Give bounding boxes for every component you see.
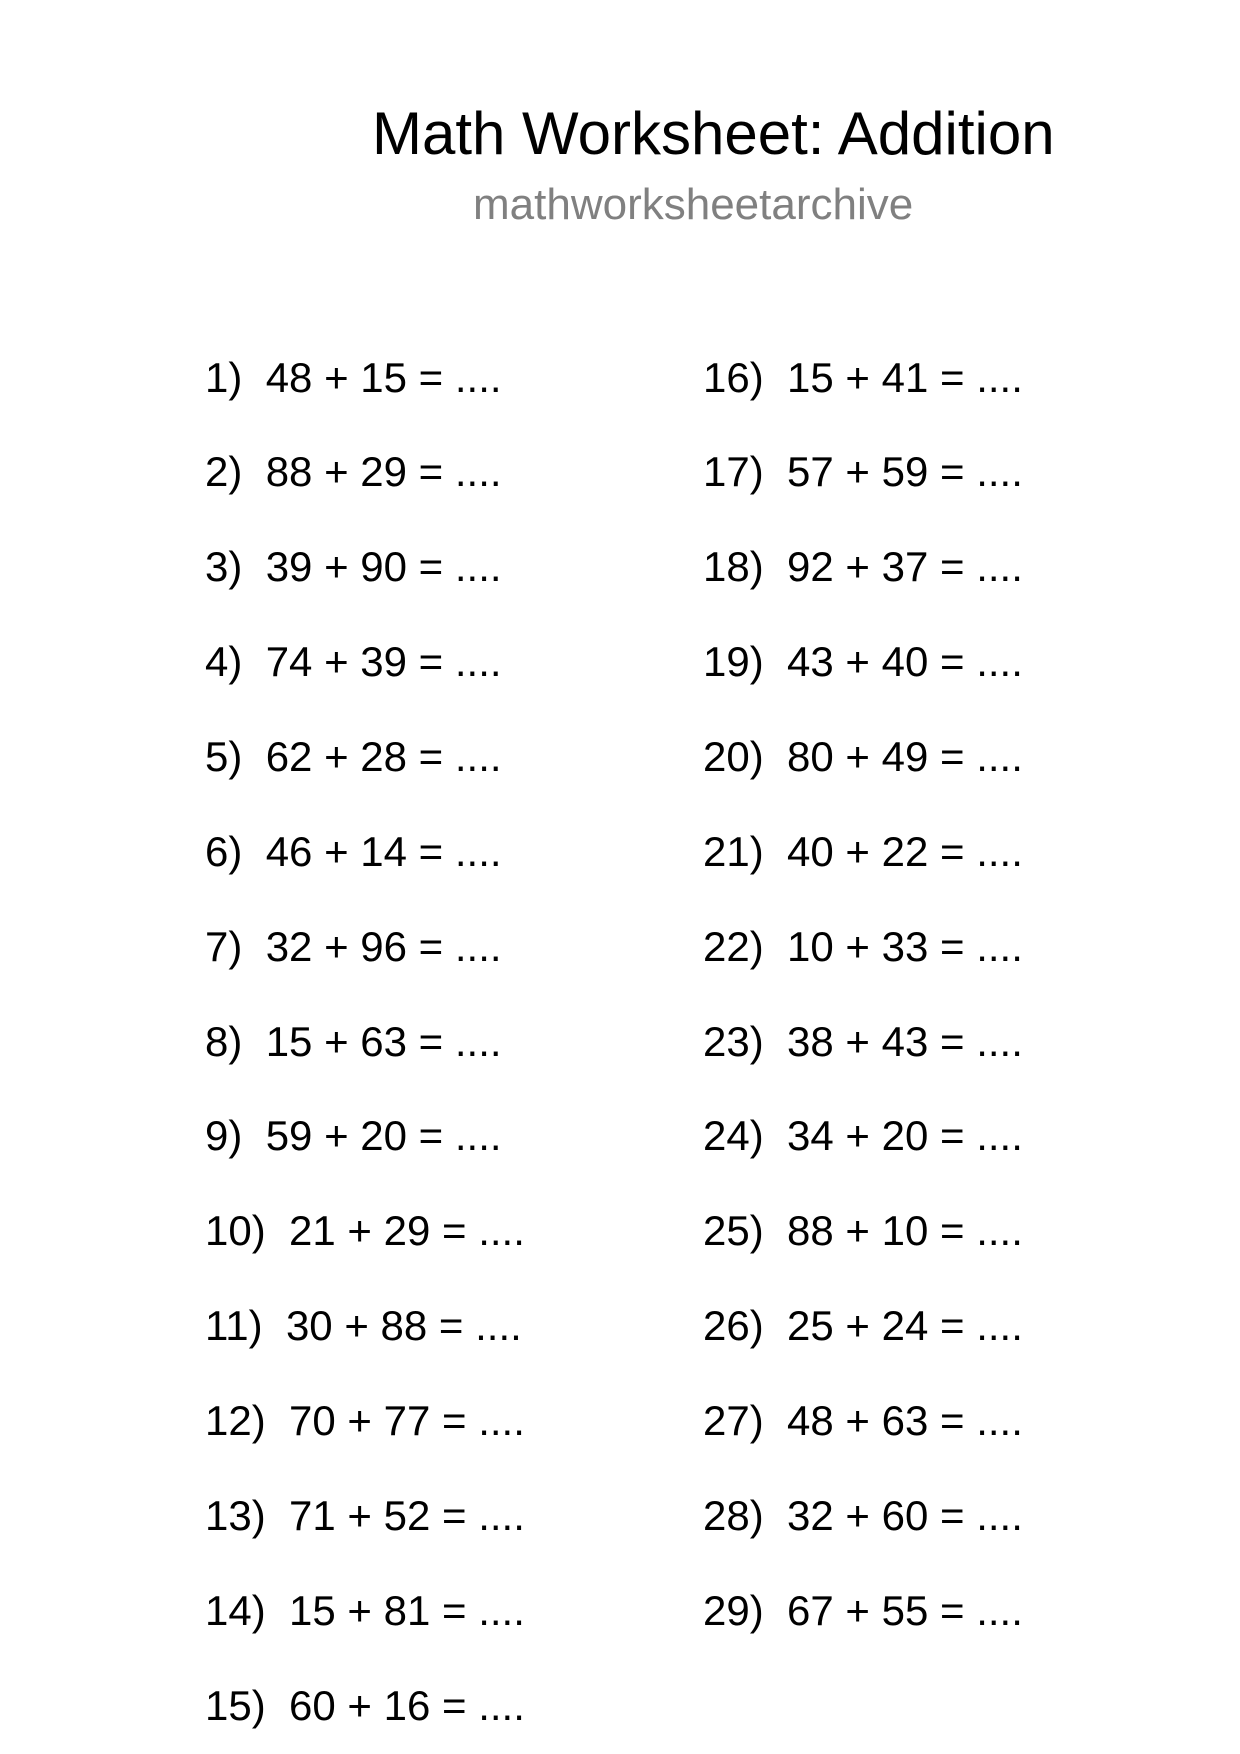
problem-number: 7) bbox=[205, 922, 243, 970]
problem-spacer bbox=[764, 354, 787, 401]
problem-item bbox=[205, 827, 502, 875]
problem-item bbox=[205, 638, 502, 686]
problem-spacer bbox=[266, 1207, 289, 1254]
problem-item bbox=[205, 1207, 525, 1255]
problem-item bbox=[205, 1017, 502, 1065]
problem-spacer bbox=[266, 1587, 289, 1634]
problem-number: 3) bbox=[205, 543, 243, 591]
problem-item bbox=[205, 543, 502, 591]
problem-expression: 57 + 59 = .... bbox=[787, 448, 1023, 496]
problem-item bbox=[703, 1396, 1023, 1444]
problem-expression: 48 + 15 = .... bbox=[265, 353, 502, 401]
problem-spacer bbox=[764, 638, 787, 685]
problem-number: 20) bbox=[703, 732, 764, 780]
problem-expression: 38 + 43 = .... bbox=[787, 1017, 1023, 1065]
problem-expression: 67 + 55 = .... bbox=[787, 1586, 1023, 1634]
problem-spacer bbox=[242, 828, 265, 875]
problem-expression: 43 + 40 = .... bbox=[787, 638, 1023, 686]
problem-spacer bbox=[764, 828, 787, 875]
problem-item bbox=[703, 827, 1023, 875]
problem-expression: 70 + 77 = .... bbox=[289, 1396, 525, 1444]
problem-number: 2) bbox=[205, 448, 243, 496]
problem-item bbox=[205, 1112, 502, 1160]
problem-number: 13) bbox=[205, 1491, 266, 1539]
problem-expression: 62 + 28 = .... bbox=[265, 732, 502, 780]
problem-item bbox=[703, 1017, 1023, 1065]
problem-number: 25) bbox=[703, 1207, 764, 1255]
problem-item bbox=[205, 1586, 525, 1634]
problem-item bbox=[703, 448, 1023, 496]
problem-spacer bbox=[266, 1682, 289, 1729]
problem-expression: 34 + 20 = .... bbox=[787, 1112, 1023, 1160]
problem-spacer bbox=[764, 1587, 787, 1634]
problem-number: 26) bbox=[703, 1302, 764, 1350]
problem-number: 5) bbox=[205, 732, 243, 780]
problem-spacer bbox=[242, 1112, 265, 1159]
problem-item bbox=[703, 353, 1023, 401]
problem-number: 22) bbox=[703, 922, 764, 970]
problem-expression: 25 + 24 = .... bbox=[787, 1302, 1023, 1350]
problem-spacer bbox=[242, 923, 265, 970]
problem-number: 19) bbox=[703, 638, 764, 686]
problem-expression: 39 + 90 = .... bbox=[265, 543, 502, 591]
problem-spacer bbox=[764, 1112, 787, 1159]
problem-spacer bbox=[242, 733, 265, 780]
problem-expression: 15 + 41 = .... bbox=[787, 353, 1023, 401]
problem-spacer bbox=[764, 543, 787, 590]
problem-expression: 21 + 29 = .... bbox=[289, 1207, 525, 1255]
problem-number: 24) bbox=[703, 1112, 764, 1160]
problem-expression: 71 + 52 = .... bbox=[289, 1491, 525, 1539]
problem-item bbox=[703, 1302, 1023, 1350]
problem-number: 29) bbox=[703, 1586, 764, 1634]
problem-spacer bbox=[764, 923, 787, 970]
problem-expression: 48 + 63 = .... bbox=[787, 1396, 1023, 1444]
problem-number: 17) bbox=[703, 448, 764, 496]
problem-spacer bbox=[266, 1397, 289, 1444]
problem-spacer bbox=[242, 543, 265, 590]
problem-item bbox=[205, 1681, 525, 1729]
problem-expression: 15 + 81 = .... bbox=[289, 1586, 525, 1634]
problem-number: 15) bbox=[205, 1681, 266, 1729]
problem-item bbox=[205, 1491, 525, 1539]
problem-item bbox=[205, 353, 502, 401]
problem-number: 14) bbox=[205, 1586, 266, 1634]
problem-item bbox=[205, 1396, 525, 1444]
problem-expression: 60 + 16 = .... bbox=[289, 1681, 525, 1729]
problem-number: 10) bbox=[205, 1207, 266, 1255]
problem-expression: 74 + 39 = .... bbox=[265, 638, 502, 686]
problem-item bbox=[205, 448, 502, 496]
problem-spacer bbox=[764, 1492, 787, 1539]
problem-number: 12) bbox=[205, 1396, 266, 1444]
problem-item bbox=[703, 1491, 1023, 1539]
problem-item bbox=[703, 732, 1023, 780]
problem-number: 23) bbox=[703, 1017, 764, 1065]
problem-spacer bbox=[242, 638, 265, 685]
problem-number: 9) bbox=[205, 1112, 243, 1160]
problem-spacer bbox=[242, 1018, 265, 1065]
problem-spacer bbox=[266, 1492, 289, 1539]
problem-spacer bbox=[764, 448, 787, 495]
problem-item bbox=[703, 543, 1023, 591]
problem-number: 27) bbox=[703, 1396, 764, 1444]
problem-number: 4) bbox=[205, 638, 243, 686]
problem-spacer bbox=[242, 448, 265, 495]
problem-item bbox=[703, 1586, 1023, 1634]
problem-number: 28) bbox=[703, 1491, 764, 1539]
problem-number: 16) bbox=[703, 353, 764, 401]
problem-expression: 32 + 96 = .... bbox=[265, 922, 502, 970]
problem-spacer bbox=[764, 1397, 787, 1444]
problem-expression: 15 + 63 = .... bbox=[265, 1017, 502, 1065]
problem-expression: 46 + 14 = .... bbox=[265, 827, 502, 875]
problem-number: 18) bbox=[703, 543, 764, 591]
problem-number: 21) bbox=[703, 827, 764, 875]
problem-expression: 30 + 88 = .... bbox=[285, 1302, 522, 1350]
problem-spacer bbox=[764, 733, 787, 780]
worksheet-title: Math Worksheet: Addition bbox=[372, 100, 1055, 167]
problem-spacer bbox=[242, 354, 265, 401]
problem-item bbox=[703, 1112, 1023, 1160]
problem-expression: 10 + 33 = .... bbox=[787, 922, 1023, 970]
problem-spacer bbox=[764, 1302, 787, 1349]
worksheet-source: mathworksheetarchive bbox=[473, 180, 914, 229]
problem-expression: 88 + 29 = .... bbox=[265, 448, 502, 496]
problem-expression: 80 + 49 = .... bbox=[787, 732, 1023, 780]
problem-expression: 40 + 22 = .... bbox=[787, 827, 1023, 875]
problem-item bbox=[205, 732, 502, 780]
problem-item bbox=[205, 1302, 522, 1350]
problem-spacer bbox=[263, 1302, 286, 1349]
problem-expression: 88 + 10 = .... bbox=[787, 1207, 1023, 1255]
problem-number: 8) bbox=[205, 1017, 243, 1065]
problem-item bbox=[703, 638, 1023, 686]
problem-number: 1) bbox=[205, 353, 243, 401]
problem-spacer bbox=[764, 1018, 787, 1065]
problem-item bbox=[205, 922, 502, 970]
problem-item bbox=[703, 922, 1023, 970]
problem-expression: 92 + 37 = .... bbox=[787, 543, 1023, 591]
problem-spacer bbox=[764, 1207, 787, 1254]
problem-item bbox=[703, 1207, 1023, 1255]
problem-number: 11) bbox=[205, 1302, 263, 1350]
problem-number: 6) bbox=[205, 827, 243, 875]
problem-expression: 32 + 60 = .... bbox=[787, 1491, 1023, 1539]
problem-expression: 59 + 20 = .... bbox=[265, 1112, 502, 1160]
